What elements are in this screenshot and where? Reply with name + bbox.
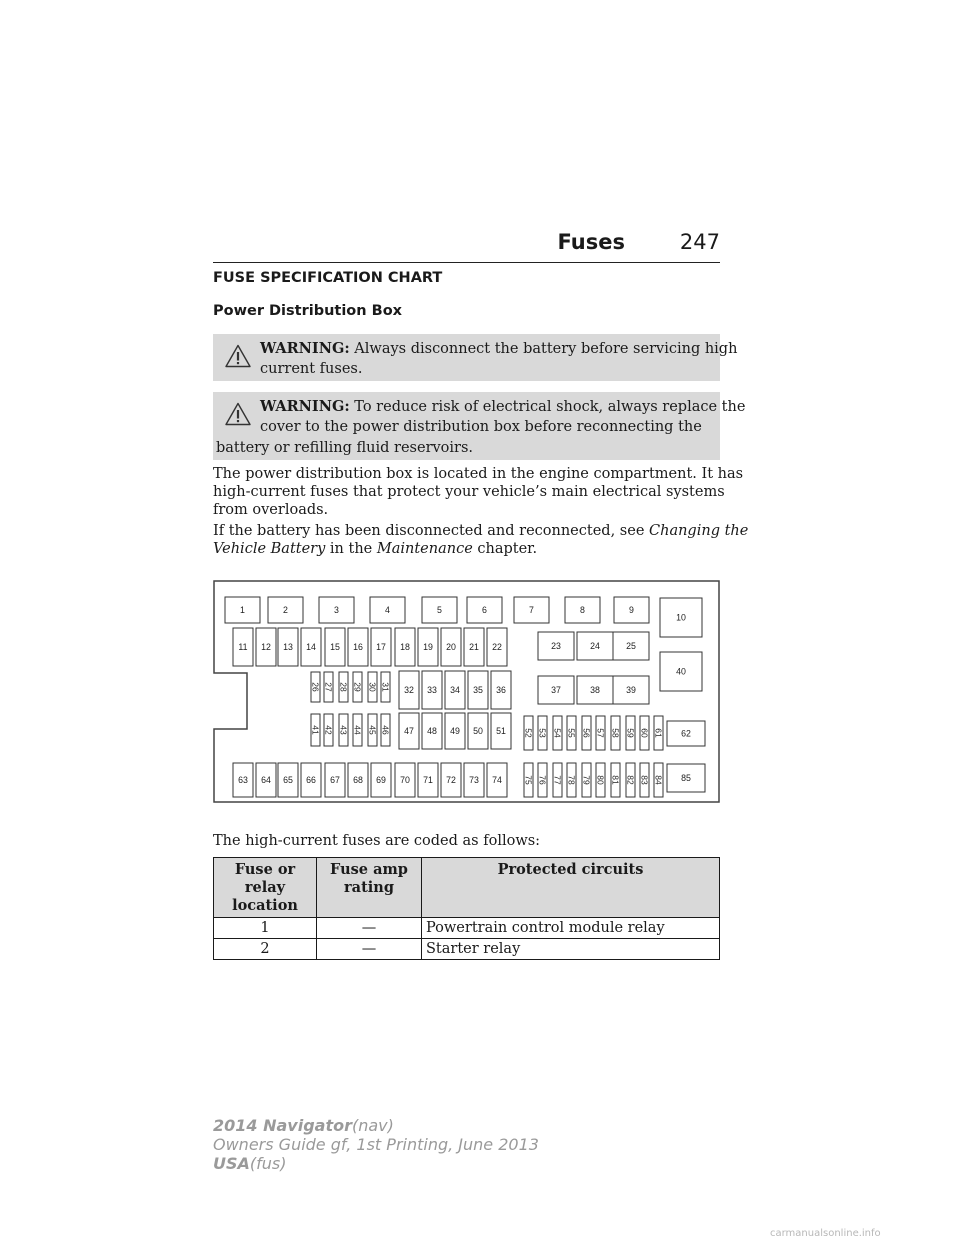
fuse-label: 14	[306, 642, 316, 652]
fuse-label: 81	[610, 775, 621, 785]
fuse-label: 24	[590, 641, 600, 651]
fuse-label: 34	[450, 685, 460, 695]
fuse-label: 77	[552, 775, 563, 785]
battery-paragraph	[213, 522, 749, 558]
fuse-label: 15	[330, 642, 340, 652]
warning-text-cont: battery or refilling fluid reservoirs.	[216, 440, 474, 456]
fuse-label: 31	[380, 682, 391, 692]
fuse-label: 22	[492, 642, 502, 652]
fuse-label: 43	[338, 725, 349, 735]
fuse-label: 42	[323, 725, 334, 735]
section-title: Fuses	[557, 230, 625, 254]
fuse-label: 54	[552, 728, 563, 738]
warning-text-cont: current fuses.	[260, 361, 363, 377]
col-header-location: Fuse or relay location	[214, 858, 317, 918]
fuse-label: 30	[367, 682, 378, 692]
page-header	[213, 228, 720, 263]
fuse-label: 76	[537, 775, 548, 785]
paragraph-line: The power distribution box is located in the engine compartment. It has	[213, 466, 744, 482]
warning-label: WARNING:	[260, 398, 350, 415]
warning-box-1	[213, 334, 738, 381]
fuse-label: 39	[626, 685, 636, 695]
fuse-label: 35	[473, 685, 483, 695]
fuse-label: 79	[581, 775, 592, 785]
fuse-label: 50	[473, 726, 483, 736]
warning-label: WARNING:	[260, 340, 350, 357]
section-subheading: Power Distribution Box	[213, 303, 403, 319]
paragraph-text: in the	[329, 541, 373, 557]
fuse-label: 84	[653, 775, 664, 785]
fuse-label: 32	[404, 685, 414, 695]
fuse-label: 51	[496, 726, 506, 736]
footer-model: 2014 Navigator	[213, 1116, 352, 1135]
cell-rating: —	[317, 918, 422, 939]
coding-intro: The high-current fuses are coded as follows:	[213, 833, 541, 849]
fuse-label: 40	[676, 666, 686, 677]
warning-triangle-icon	[225, 344, 251, 368]
fuse-label: 2	[283, 605, 288, 615]
fuse-label: 5	[437, 605, 442, 615]
cross-reference: Vehicle Battery	[213, 541, 326, 557]
fuse-label: 69	[376, 775, 386, 785]
fuse-label: 11	[238, 642, 248, 652]
fuse-label: 28	[338, 682, 349, 692]
cell-rating: —	[317, 939, 422, 960]
fuse-label: 3	[334, 605, 339, 615]
fuse-box-diagram	[213, 580, 720, 803]
table-row	[214, 939, 720, 960]
fuse-label: 20	[446, 642, 456, 652]
fuse-label: 29	[352, 682, 363, 692]
cell-circuit: Powertrain control module relay	[422, 918, 720, 939]
cell-location: 2	[214, 939, 317, 960]
fuse-label: 78	[566, 775, 577, 785]
fuse-label: 82	[625, 775, 636, 785]
document-footer	[213, 1116, 539, 1173]
cross-reference: Maintenance	[376, 541, 473, 557]
fuse-label: 60	[639, 728, 650, 738]
fuse-label: 12	[261, 642, 271, 652]
fuse-label: 53	[537, 728, 548, 738]
fuse-label: 38	[590, 685, 600, 695]
fuse-label: 36	[496, 685, 506, 695]
paragraph-text: If the battery has been disconnected and reconnected, see	[213, 523, 645, 539]
fuse-label: 64	[261, 775, 271, 785]
fuse-label: 61	[653, 728, 664, 738]
fuse-label: 47	[404, 726, 414, 736]
warning-box-2	[213, 392, 746, 460]
fuse-label: 6	[482, 605, 487, 615]
fuse-label: 56	[581, 728, 592, 738]
fuse-label: 80	[595, 775, 606, 785]
fuse-label: 25	[626, 641, 636, 651]
fuse-label: 27	[323, 682, 334, 692]
fuse-label: 41	[310, 725, 321, 735]
fuse-label: 9	[629, 605, 634, 615]
warning-text: To reduce risk of electrical shock, always replace the	[354, 399, 746, 415]
fuse-label: 44	[352, 725, 363, 735]
fuse-label: 85	[681, 773, 691, 783]
table-header-row	[214, 858, 720, 918]
page-number: 247	[679, 230, 720, 254]
fuse-label: 19	[423, 642, 433, 652]
fuse-label: 45	[367, 725, 378, 735]
fuse-label: 70	[400, 775, 410, 785]
fuse-label: 46	[380, 725, 391, 735]
fuse-label: 49	[450, 726, 460, 736]
paragraph-line: high-current fuses that protect your vehicle’s main electrical systems	[213, 484, 725, 500]
warning-text: Always disconnect the battery before servicing high	[354, 341, 738, 357]
fuse-label: 52	[523, 728, 534, 738]
fuse-label: 4	[385, 605, 390, 615]
warning-triangle-icon	[225, 402, 251, 426]
fuse-label: 71	[423, 775, 433, 785]
fuse-label: 67	[330, 775, 340, 785]
cell-circuit: Starter relay	[422, 939, 720, 960]
fuse-label: 10	[676, 612, 686, 623]
fuse-label: 17	[376, 642, 386, 652]
fuse-table	[213, 857, 720, 960]
col-header-circuits: Protected circuits	[422, 858, 720, 918]
footer-code: (fus)	[249, 1154, 287, 1173]
table-row	[214, 918, 720, 939]
paragraph-line: from overloads.	[213, 502, 329, 518]
fuse-label: 57	[595, 728, 606, 738]
watermark: carmanualsonline.info	[770, 1228, 881, 1239]
cell-location: 1	[214, 918, 317, 939]
footer-code: (nav)	[351, 1116, 394, 1135]
fuse-label: 73	[469, 775, 479, 785]
fuse-label: 48	[427, 726, 437, 736]
fuse-label: 26	[310, 682, 321, 692]
fuse-label: 59	[625, 728, 636, 738]
fuse-label: 62	[681, 728, 691, 739]
fuse-label: 63	[238, 775, 248, 785]
col-header-rating: Fuse amp rating	[317, 858, 422, 918]
footer-market: USA	[213, 1154, 250, 1173]
fuse-label: 16	[353, 642, 363, 652]
fuse-label: 83	[639, 775, 650, 785]
fuse-label: 65	[283, 775, 293, 785]
fuse-label: 1	[240, 605, 245, 615]
fuse-label: 68	[353, 775, 363, 785]
fuse-label: 75	[523, 775, 534, 785]
fuse-label: 13	[283, 642, 293, 652]
fuse-label: 55	[566, 728, 577, 738]
footer-edition: Owners Guide gf, 1st Printing, June 2013	[213, 1135, 539, 1154]
fuse-label: 74	[492, 775, 502, 785]
paragraph-text: chapter.	[477, 541, 538, 557]
fuse-label: 72	[446, 775, 456, 785]
fuse-label: 23	[551, 641, 561, 651]
warning-text-cont: cover to the power distribution box before reconnecting the	[260, 419, 702, 435]
cross-reference: Changing the	[649, 523, 749, 539]
fuse-label: 21	[469, 642, 479, 652]
fuse-label: 8	[580, 605, 585, 615]
fuse-label: 7	[529, 605, 534, 615]
fuse-label: 33	[427, 685, 437, 695]
chart-heading: FUSE SPECIFICATION CHART	[213, 270, 443, 286]
fuse-label: 18	[400, 642, 410, 652]
fuse-label: 37	[551, 685, 561, 695]
fuse-label: 66	[306, 775, 316, 785]
location-paragraph	[213, 465, 744, 519]
fuse-label: 58	[610, 728, 621, 738]
